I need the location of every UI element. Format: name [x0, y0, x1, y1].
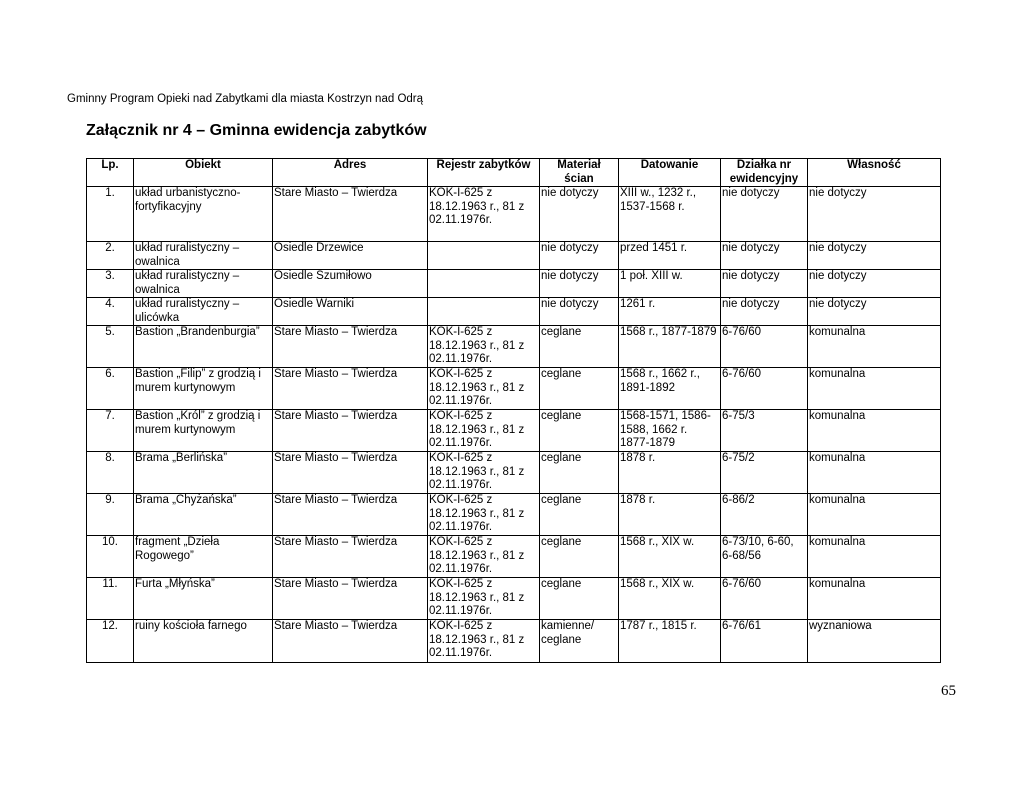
- cell-material: ceglane: [540, 410, 619, 452]
- cell-datowanie: 1878 r.: [619, 494, 721, 536]
- table-row: [87, 187, 941, 242]
- cell-dzialka: nie dotyczy: [721, 270, 808, 298]
- cell-wlasnosc: komunalna: [808, 578, 941, 620]
- table-row: [87, 270, 941, 298]
- cell-adres: Stare Miasto – Twierdza: [273, 368, 428, 410]
- cell-lp: 11.: [87, 578, 134, 620]
- cell-adres: Osiedle Szumiłowo: [273, 270, 428, 298]
- cell-dzialka: 6-76/61: [721, 620, 808, 663]
- cell-wlasnosc: komunalna: [808, 494, 941, 536]
- cell-obiekt: Bastion „Brandenburgia”: [134, 326, 273, 368]
- cell-adres: Stare Miasto – Twierdza: [273, 187, 428, 242]
- cell-datowanie: przed 1451 r.: [619, 242, 721, 270]
- cell-datowanie: 1568 r., 1877-1879: [619, 326, 721, 368]
- cell-dzialka: 6-76/60: [721, 368, 808, 410]
- document-title: Załącznik nr 4 – Gminna ewidencja zabytków: [86, 122, 427, 139]
- cell-lp: 10.: [87, 536, 134, 578]
- cell-adres: Stare Miasto – Twierdza: [273, 326, 428, 368]
- cell-wlasnosc: nie dotyczy: [808, 187, 941, 242]
- cell-dzialka: nie dotyczy: [721, 187, 808, 242]
- cell-wlasnosc: komunalna: [808, 326, 941, 368]
- cell-lp: 9.: [87, 494, 134, 536]
- cell-datowanie: 1878 r.: [619, 452, 721, 494]
- table-row: [87, 326, 941, 368]
- cell-adres: Osiedle Warniki: [273, 298, 428, 326]
- cell-wlasnosc: komunalna: [808, 368, 941, 410]
- cell-rejestr: KOK-I-625 z 18.12.1963 r., 81 z 02.11.1976r.: [428, 494, 540, 536]
- cell-lp: 2.: [87, 242, 134, 270]
- cell-material: ceglane: [540, 494, 619, 536]
- table-row: [87, 620, 941, 663]
- cell-rejestr: KOK-I-625 z 18.12.1963 r., 81 z 02.11.1976r.: [428, 620, 540, 663]
- cell-lp: 12.: [87, 620, 134, 663]
- cell-rejestr: [428, 242, 540, 270]
- cell-adres: Stare Miasto – Twierdza: [273, 578, 428, 620]
- cell-datowanie: 1787 r., 1815 r.: [619, 620, 721, 663]
- column-header-dzialka: Działka nr ewidencyjny: [721, 159, 808, 187]
- cell-rejestr: KOK-I-625 z 18.12.1963 r., 81 z 02.11.1976r.: [428, 410, 540, 452]
- cell-rejestr: [428, 270, 540, 298]
- column-header-lp: Lp.: [87, 159, 134, 187]
- cell-material: nie dotyczy: [540, 270, 619, 298]
- cell-material: ceglane: [540, 326, 619, 368]
- table-row: [87, 368, 941, 410]
- cell-datowanie: 1568 r., XIX w.: [619, 536, 721, 578]
- cell-dzialka: 6-76/60: [721, 326, 808, 368]
- cell-wlasnosc: komunalna: [808, 410, 941, 452]
- table-row: [87, 578, 941, 620]
- cell-datowanie: XIII w., 1232 r., 1537-1568 r.: [619, 187, 721, 242]
- cell-wlasnosc: nie dotyczy: [808, 270, 941, 298]
- cell-dzialka: 6-73/10, 6-60, 6-68/56: [721, 536, 808, 578]
- cell-datowanie: 1568-1571, 1586-1588, 1662 r. 1877-1879: [619, 410, 721, 452]
- column-header-adres: Adres: [273, 159, 428, 187]
- cell-wlasnosc: komunalna: [808, 452, 941, 494]
- table-row: [87, 298, 941, 326]
- cell-adres: Osiedle Drzewice: [273, 242, 428, 270]
- page-number: 65: [941, 683, 956, 699]
- cell-rejestr: KOK-I-625 z 18.12.1963 r., 81 z 02.11.1976r.: [428, 578, 540, 620]
- cell-obiekt: Bastion „Król” z grodzią i murem kurtynowym: [134, 410, 273, 452]
- cell-datowanie: 1261 r.: [619, 298, 721, 326]
- cell-material: ceglane: [540, 536, 619, 578]
- cell-obiekt: układ urbanistyczno-fortyfikacyjny: [134, 187, 273, 242]
- running-header: Gminny Program Opieki nad Zabytkami dla miasta Kostrzyn nad Odrą: [67, 93, 424, 105]
- cell-lp: 7.: [87, 410, 134, 452]
- cell-obiekt: Bastion „Filip” z grodzią i murem kurtynowym: [134, 368, 273, 410]
- column-header-datowanie: Datowanie: [619, 159, 721, 187]
- cell-datowanie: 1568 r., XIX w.: [619, 578, 721, 620]
- cell-obiekt: układ ruralistyczny – owalnica: [134, 270, 273, 298]
- cell-rejestr: KOK-I-625 z 18.12.1963 r., 81 z 02.11.1976r.: [428, 536, 540, 578]
- heritage-register-table: [86, 158, 941, 663]
- cell-material: ceglane: [540, 452, 619, 494]
- cell-wlasnosc: wyznaniowa: [808, 620, 941, 663]
- cell-obiekt: Brama „Berlińska”: [134, 452, 273, 494]
- cell-wlasnosc: komunalna: [808, 536, 941, 578]
- column-header-wlasnosc: Własność: [808, 159, 941, 187]
- cell-lp: 5.: [87, 326, 134, 368]
- cell-material: kamienne/ ceglane: [540, 620, 619, 663]
- cell-adres: Stare Miasto – Twierdza: [273, 494, 428, 536]
- cell-rejestr: KOK-I-625 z 18.12.1963 r., 81 z 02.11.1976r.: [428, 187, 540, 242]
- table-row: [87, 452, 941, 494]
- cell-dzialka: 6-75/3: [721, 410, 808, 452]
- table-row: [87, 536, 941, 578]
- cell-adres: Stare Miasto – Twierdza: [273, 620, 428, 663]
- column-header-material: Materiał ścian: [540, 159, 619, 187]
- cell-material: ceglane: [540, 578, 619, 620]
- cell-material: nie dotyczy: [540, 187, 619, 242]
- cell-obiekt: układ ruralistyczny – ulicówka: [134, 298, 273, 326]
- column-header-rejestr: Rejestr zabytków: [428, 159, 540, 187]
- cell-obiekt: fragment „Dzieła Rogowego”: [134, 536, 273, 578]
- cell-obiekt: układ ruralistyczny – owalnica: [134, 242, 273, 270]
- cell-adres: Stare Miasto – Twierdza: [273, 536, 428, 578]
- cell-dzialka: 6-76/60: [721, 578, 808, 620]
- column-header-obiekt: Obiekt: [134, 159, 273, 187]
- cell-rejestr: KOK-I-625 z 18.12.1963 r., 81 z 02.11.1976r.: [428, 368, 540, 410]
- cell-material: nie dotyczy: [540, 242, 619, 270]
- cell-obiekt: Brama „Chyżańska”: [134, 494, 273, 536]
- table-row: [87, 410, 941, 452]
- cell-rejestr: [428, 298, 540, 326]
- cell-rejestr: KOK-I-625 z 18.12.1963 r., 81 z 02.11.1976r.: [428, 452, 540, 494]
- cell-material: ceglane: [540, 368, 619, 410]
- cell-adres: Stare Miasto – Twierdza: [273, 410, 428, 452]
- cell-dzialka: 6-75/2: [721, 452, 808, 494]
- cell-dzialka: nie dotyczy: [721, 298, 808, 326]
- table-row: [87, 242, 941, 270]
- cell-obiekt: ruiny kościoła farnego: [134, 620, 273, 663]
- cell-adres: Stare Miasto – Twierdza: [273, 452, 428, 494]
- cell-dzialka: 6-86/2: [721, 494, 808, 536]
- cell-material: nie dotyczy: [540, 298, 619, 326]
- table-header-row: [87, 159, 941, 187]
- cell-lp: 4.: [87, 298, 134, 326]
- cell-rejestr: KOK-I-625 z 18.12.1963 r., 81 z 02.11.1976r.: [428, 326, 540, 368]
- cell-lp: 1.: [87, 187, 134, 242]
- cell-wlasnosc: nie dotyczy: [808, 298, 941, 326]
- cell-wlasnosc: nie dotyczy: [808, 242, 941, 270]
- cell-dzialka: nie dotyczy: [721, 242, 808, 270]
- cell-lp: 6.: [87, 368, 134, 410]
- cell-lp: 3.: [87, 270, 134, 298]
- table-row: [87, 494, 941, 536]
- cell-obiekt: Furta „Młyńska”: [134, 578, 273, 620]
- cell-datowanie: 1 poł. XIII w.: [619, 270, 721, 298]
- cell-datowanie: 1568 r., 1662 r., 1891-1892: [619, 368, 721, 410]
- cell-lp: 8.: [87, 452, 134, 494]
